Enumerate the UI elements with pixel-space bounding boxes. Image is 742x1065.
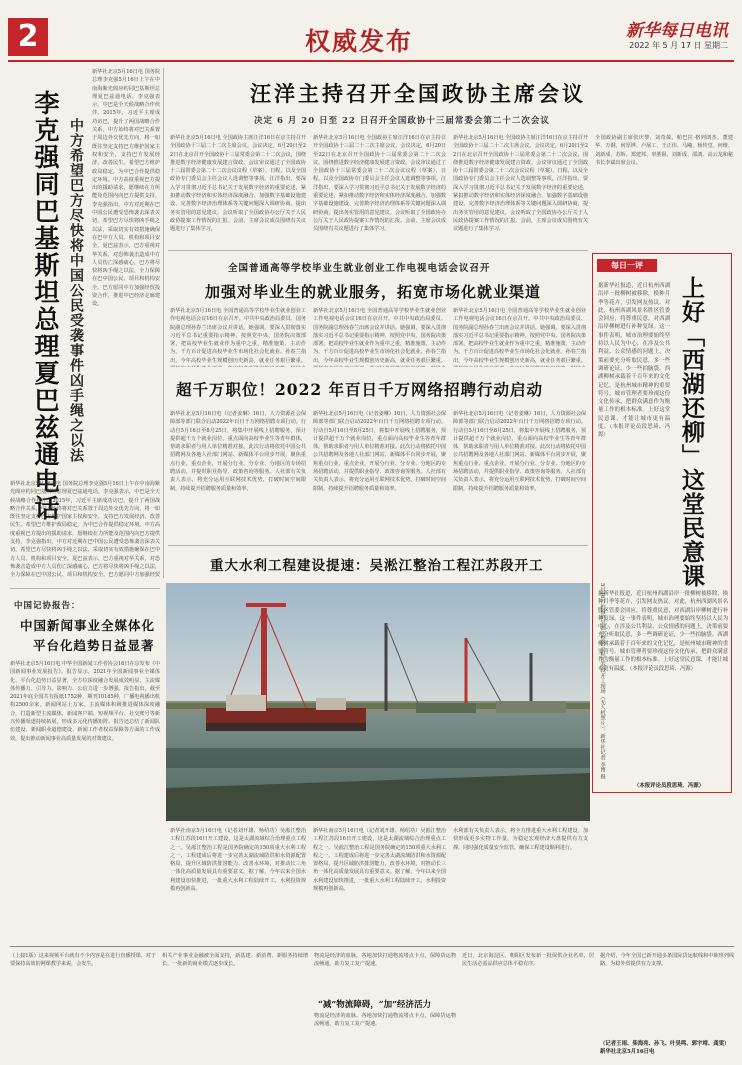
employment-body-col1: 新华社北京5月16日电 全国普通高等学校毕业生就业创业工作电视电话会议16日在京召开。中共中央政治局委员、国务院副总理孙春兰出席会议并讲话。她强调，要深入贯彻落实习近平总书记重要指示精神，按照党中央、国务院决策部署，把高校毕业生就业作为重中之重，精准施策、主动作为，千方百计促进高校毕业生市场化社会化就业。孙春兰指出，今年高校毕业生规模创历史新高，就业任务艰巨繁重。	[170, 308, 306, 364]
commentary-body-col2: 据新华社报道，近日杭州西湖沿岸一批柳树被移除，换种月季等花卉，引发网友热议。对此，杭州西湖风景名胜区管委会回应，将尊重民意，对西湖沿岸柳树进行补种复绿。这一事件表明，城市治理要始终坚持以人民为中心，在涉及公共利益、公众情感的问题上，决策前要充分听取民意，多一些调研论证，少一些拍脑袋。西湖柳树承载着千百年来的文化记忆，是杭州城市精神的重要符号。城市管理者要珍视这份文化传承，把群众满意作为衡量工作的根本标准。上好这堂民意课，才能让城市更有温度。（本报评论员段思琦、冯源）	[598, 591, 728, 672]
bottom-divider	[10, 946, 734, 947]
bottom-col-e: 据介绍，今年全国已新开通多条国际货运航线和中欧班列线路，为稳外贸提供有力支撑。	[600, 953, 734, 968]
lead-headline: 李克强同巴基斯坦总理夏巴兹通电话	[31, 90, 60, 522]
main-body-col4: 全国政协副主席张庆黎、刘奇葆、帕巴拉·格列朗杰、董建华、万钢、何厚铧、卢展工、王正伟、马飚、杨传堂、何维、刘新成、苏辉、郑建邦、辜胜阻、刘新成、邵鸿、高云龙和秘书长李斌出席会议。	[595, 135, 733, 166]
photo-caption: 5月16日拍摄的吴淞江整治工程江苏段开工现场（无人机照片）。新华社记者 李博 摄	[599, 583, 605, 780]
water-body-col1: 新华社南京5月16日电（记者刘开雄、杨绍功）吴淞江整治工程江苏段16日开工建设，这是太湖流域综合治理重点工程之一。吴淞江整治工程是国务院确定的150项重大水利工程之一，工程建成后将进一步完善太湖流域防洪和水资源配置格局，提升区域防洪排涝能力，改善水环境，对推动长三角一体化高质量发展具有重要意义。据了解，今年以来全国水利建设加快推进，一批重大水利工程陆续开工，水利投资规模再创新高。	[170, 828, 306, 893]
section-divider	[168, 250, 588, 251]
bottom-col-c: 物流是经济的血脉。各地加快打通物流堵点卡点，保障货运物流畅通，助力复工复产提速。	[314, 1013, 456, 1028]
recruitment-body-col2: 新华社北京5月16日电（记者姜琳）16日，人力资源社会保障部等部门联合启动2022年百日千万网络招聘专项行动。行动自5月16日至8月25日，将集中开展线上招聘服务，预计提供超千万个就业岗位，重点面向高校毕业生等青年群体，帮助求职者与用人单位精准对接。此次行动将依托中国公共招聘网及各地人社部门网站、新媒体平台同步开展，聚焦重点行业、重点企业，开展分行业、分专业、分地区的专场招聘活动，并提供职业指导、政策咨询等服务。人社部有关负责人表示，将充分运用互联网技术优势，打破时间空间限制，持续提升招聘服务质量和效率。	[313, 411, 446, 492]
bottom-col-d: 近日，北京海淀区、朝阳区发布新一批保供企业名单，居民生活必需品供应总体平稳有序。	[462, 953, 594, 968]
recruitment-body-col1: 新华社北京5月16日电（记者姜琳）16日，人力资源社会保障部等部门联合启动2022年百日千万网络招聘专项行动。行动自5月16日至8月25日，将集中开展线上招聘服务，预计提供超千万个就业岗位，重点面向高校毕业生等青年群体，帮助求职者与用人单位精准对接。此次行动将依托中国公共招聘网及各地人社部门网站、新媒体平台同步开展，聚焦重点行业、重点企业，开展分行业、分专业、分地区的专场招聘活动，并提供职业指导、政策咨询等服务。人社部有关负责人表示，将充分运用互联网技术优势，打破时间空间限制，持续提升招聘服务质量和效率。	[170, 411, 306, 492]
water-body-col2: 新华社南京5月16日电（记者刘开雄、杨绍功）吴淞江整治工程江苏段16日开工建设，这是太湖流域综合治理重点工程之一。吴淞江整治工程是国务院确定的150项重大水利工程之一，工程建成后将进一步完善太湖流域防洪和水资源配置格局，提升区域防洪排涝能力，改善水环境，对推动长三角一体化高质量发展具有重要意义。据了解，今年以来全国水利建设加快推进，一批重大水利工程陆续开工，水利投资规模再创新高。	[313, 828, 446, 893]
water-headline: 重大水利工程建设提速：吴淞江整治工程江苏段开工	[210, 558, 544, 574]
masthead-date: 2022 年 5 月 17 日 星期二	[629, 41, 728, 50]
header-divider	[8, 60, 734, 62]
bottom-col-c-headline: “减”物流障碍，“加”经济活力	[318, 1000, 432, 1010]
lead-subhead: 中方希望巴方尽快将中国公民受袭事件凶手绳之以法	[68, 118, 84, 463]
main-subhead: 决定 6 月 20 日至 22 日召开全国政协十三届常委会第二十二次会议	[254, 116, 550, 126]
bottom-col-a: （上接1版）这来视频平台就有不少内容是在进行直播授课，对于要保持高效的网课教学来说，会发生。	[10, 953, 156, 968]
lead-body-col1: 新华社北京5月16日电 国务院总理李克强5月16日上午在中南海紫光阁应约同巴基斯坦总理夏巴兹通电话。李克强表示，中巴是全天候战略合作伙伴。2015年，习近平主席成功访巴，提升了两国战略合作关系，中方始终将对巴关系置于周边外交优先方向，将一如既往坚定支持巴方维护国家主权和安全，支持巴方发展经济、改善民生。希望巴方维护政局稳定，为中巴合作提供稳定环境。中方高度重视巴方提出的援助请求，愿继续在力所能及范围内向巴方提供支持。李克强指出，中方对近期在巴中国公民遭受恐怖袭击深表关切，希望巴方尽快将凶手绳之以法，采取切实有效措施确保在巴中方人员、机构和项目安全。夏巴兹表示，巴方重视对华关系，对恐怖袭击造成中方人员伤亡深感痛心，巴方将尽快将凶手绳之以法，全力保障在巴中国公民、项目和机构安全。巴方愿同中方加强经贸投资合作，推进中巴经济走廊建设。	[92, 69, 160, 308]
main-body-col1: 新华社北京5月16日电 全国政协主席汪洋16日在京主持召开全国政协十三届二十二次主席会议。会议决定，6月20日至22日在北京召开全国政协十三届常委会第二十二次会议，围绕推进数字经济健康发展建言资政。会议审议通过了全国政协十三届常委会第二十二次会议议程（草案）、日程，以及全国政协专门委员会主任会议人选调整等事项。汪洋指出，要深入学习贯彻习近平总书记关于发展数字经济的重要论述，紧扣推动数字经济和实体经济深度融合、加强数字基础设施建设、完善数字经济治理体系等关键问题深入调研协商，提出务实管用的意见建议。会议听取了全国政协办公厅关于人民政协提案工作情况的汇报。会前，主席会议成员围绕有关议题进行了集体学习。	[170, 135, 306, 233]
employment-body-col3: 新华社北京5月16日电 全国普通高等学校毕业生就业创业工作电视电话会议16日在京召开。中共中央政治局委员、国务院副总理孙春兰出席会议并讲话。她强调，要深入贯彻落实习近平总书记重要指示精神，按照党中央、国务院决策部署，把高校毕业生就业作为重中之重，精准施策、主动作为，千方百计促进高校毕业生市场化社会化就业。孙春兰指出，今年高校毕业生规模创历史新高，就业任务艰巨繁重。	[453, 308, 586, 364]
main-body-col2: 新华社北京5月16日电 全国政协主席汪洋16日在京主持召开全国政协十三届二十二次主席会议。会议决定，6月20日至22日在北京召开全国政协十三届常委会第二十二次会议，围绕推进数字经济健康发展建言资政。会议审议通过了全国政协十三届常委会第二十二次会议议程（草案）、日程，以及全国政协专门委员会主任会议人选调整等事项。汪洋指出，要深入学习贯彻习近平总书记关于发展数字经济的重要论述，紧扣推动数字经济和实体经济深度融合、加强数字基础设施建设、完善数字经济治理体系等关键问题深入调研协商，提出务实管用的意见建议。会议听取了全国政协办公厅关于人民政协提案工作情况的汇报。会前，主席会议成员围绕有关议题进行了集体学习。	[313, 135, 446, 233]
commentary-body-col1: 据新华社报道，近日杭州西湖沿岸一批柳树被移除，换种月季等花卉，引发网友热议。对此，杭州西湖风景名胜区管委会回应，将尊重民意，对西湖沿岸柳树进行补种复绿。这一事件表明，城市治理要始终坚持以人民为中心，在涉及公共利益、公众情感的问题上，决策前要充分听取民意，多一些调研论证，少一些拍脑袋。西湖柳树承载着千百年来的文化记忆，是杭州城市精神的重要符号。城市管理者要珍视这份文化传承，把群众满意作为衡量工作的根本标准。上好这堂民意课，才能让城市更有温度。（本报评论员段思琦、冯源）	[598, 283, 670, 439]
sidebar-body: 新华社北京5月16日电 中华全国新闻工作者协会16日在京发布《中国新闻事业发展报告》。报告显示，2021年全国新闻事业全媒体化、平台化趋势日益显著，全方位深度融合发展成效明显，主流媒体传播力、引导力、影响力、公信力进一步增强。报告指出，截至2021年底全国共有报纸1752种、期刊10185种，广播电视播出机构2500余家，新闻网站上万家。主流媒体积极推进媒体深度融合，打造新型主流媒体，新闻客户端、短视频平台、社交账号等新兴传播渠道持续拓展，形成多元化传播矩阵。报告还总结了新闻队伍建设、新闻职业道德建设、新闻工作者权益保障等方面的工作成效，提出推动新闻事业高质量发展的对策建议。	[10, 661, 160, 742]
page-number: 2	[8, 18, 48, 56]
lead-body-col2: 新华社北京5月16日电 国务院总理李克强5月16日上午在中南海紫光阁应约同巴基斯坦总理夏巴兹通电话。李克强表示，中巴是全天候战略合作伙伴。2015年，习近平主席成功访巴，提升了两国战略合作关系，中方始终将对巴关系置于周边外交优先方向，将一如既往坚定支持巴方维护国家主权和安全，支持巴方发展经济、改善民生。希望巴方维护政局稳定，为中巴合作提供稳定环境。中方高度重视巴方提出的援助请求，愿继续在力所能及范围内向巴方提供支持。李克强指出，中方对近期在巴中国公民遭受恐怖袭击深表关切，希望巴方尽快将凶手绳之以法，采取切实有效措施确保在巴中方人员、机构和项目安全。夏巴兹表示，巴方重视对华关系，对恐怖袭击造成中方人员伤亡深感痛心，巴方将尽快将凶手绳之以法，全力保障在巴中国公民、项目和机构安全。巴方愿同中方加强经贸	[10, 481, 160, 578]
sidebar-headline-1: 中国新闻事业全媒体化	[20, 618, 156, 633]
water-body-col3: 水利部有关负责人表示，将全力推进重大水利工程建设，加快形成更多实物工作量，为稳定宏观经济大盘提供有力支撑。同时强化质量安全监管，确保工程建设顺利进行。	[453, 828, 588, 851]
employment-body-col2: 新华社北京5月16日电 全国普通高等学校毕业生就业创业工作电视电话会议16日在京召开。中共中央政治局委员、国务院副总理孙春兰出席会议并讲话。她强调，要深入贯彻落实习近平总书记重要指示精神，按照党中央、国务院决策部署，把高校毕业生就业作为重中之重，精准施策、主动作为，千方百计促进高校毕业生市场化社会化就业。孙春兰指出，今年高校毕业生规模创历史新高，就业任务艰巨繁重。	[313, 308, 446, 364]
employment-headline: 加强对毕业生的就业服务，拓宽市场化就业渠道	[205, 283, 542, 301]
recruitment-body-col3: 新华社北京5月16日电（记者姜琳）16日，人力资源社会保障部等部门联合启动2022年百日千万网络招聘专项行动。行动自5月16日至8月25日，将集中开展线上招聘服务，预计提供超千万个就业岗位，重点面向高校毕业生等青年群体，帮助求职者与用人单位精准对接。此次行动将依托中国公共招聘网及各地人社部门网站、新媒体平台同步开展，聚焦重点行业、重点企业，开展分行业、分专业、分地区的专场招聘活动，并提供职业指导、政策咨询等服务。人社部有关负责人表示，将充分运用互联网技术优势，打破时间空间限制，持续提升招聘服务质量和效率。	[453, 411, 586, 492]
masthead-brand: 新华每日电讯	[626, 21, 728, 41]
recruitment-headline: 超千万职位！2022 年百日千万网络招聘行动启动	[176, 380, 544, 399]
bottom-byline: （记者王雨、柴海亮、孙飞、叶昊鸣、郭宇靖、龚雯）新华社北京5月16日电	[600, 1041, 730, 1055]
construction-photo	[166, 583, 590, 821]
bottom-col-b: 相关产业事业金融被全面支持，新基建、新消费、新服务持续增长，一批新的商业模式逐步成长。	[162, 953, 308, 968]
sidebar-kicker: 中国记协报告：	[14, 601, 81, 611]
section-divider	[10, 588, 160, 589]
commentary-byline: （本报评论员段思琦、冯源）	[634, 783, 705, 789]
sidebar-headline-2: 平台化趋势日益显著	[33, 638, 155, 653]
section-title: 权威发布	[305, 27, 414, 56]
employment-kicker: 全国普通高等学校毕业生就业创业工作电视电话会议召开	[228, 263, 491, 274]
section-divider	[168, 545, 588, 546]
main-headline: 汪洋主持召开全国政协主席会议	[250, 81, 586, 106]
construction-photo-image	[166, 583, 590, 821]
commentary-headline: 上好「西湖还柳」这堂民意课	[678, 276, 705, 588]
main-body-col3: 新华社北京5月16日电 全国政协主席汪洋16日在京主持召开全国政协十三届二十二次主席会议。会议决定，6月20日至22日在北京召开全国政协十三届常委会第二十二次会议，围绕推进数字经济健康发展建言资政。会议审议通过了全国政协十三届常委会第二十二次会议议程（草案）、日程，以及全国政协专门委员会主任会议人选调整等事项。汪洋指出，要深入学习贯彻习近平总书记关于发展数字经济的重要论述，紧扣推动数字经济和实体经济深度融合、加强数字基础设施建设、完善数字经济治理体系等关键问题深入调研协商，提出务实管用的意见建议。会议听取了全国政协办公厅关于人民政协提案工作情况的汇报。会前，主席会议成员围绕有关议题进行了集体学习。	[453, 135, 588, 233]
column-divider	[163, 68, 164, 578]
commentary-tag: 每日一评	[597, 259, 657, 272]
bottom-col-c-top: 物流是经济的血脉。各地加快打通物流堵点卡点，保障货运物流畅通，助力复工复产提速。	[314, 953, 456, 968]
